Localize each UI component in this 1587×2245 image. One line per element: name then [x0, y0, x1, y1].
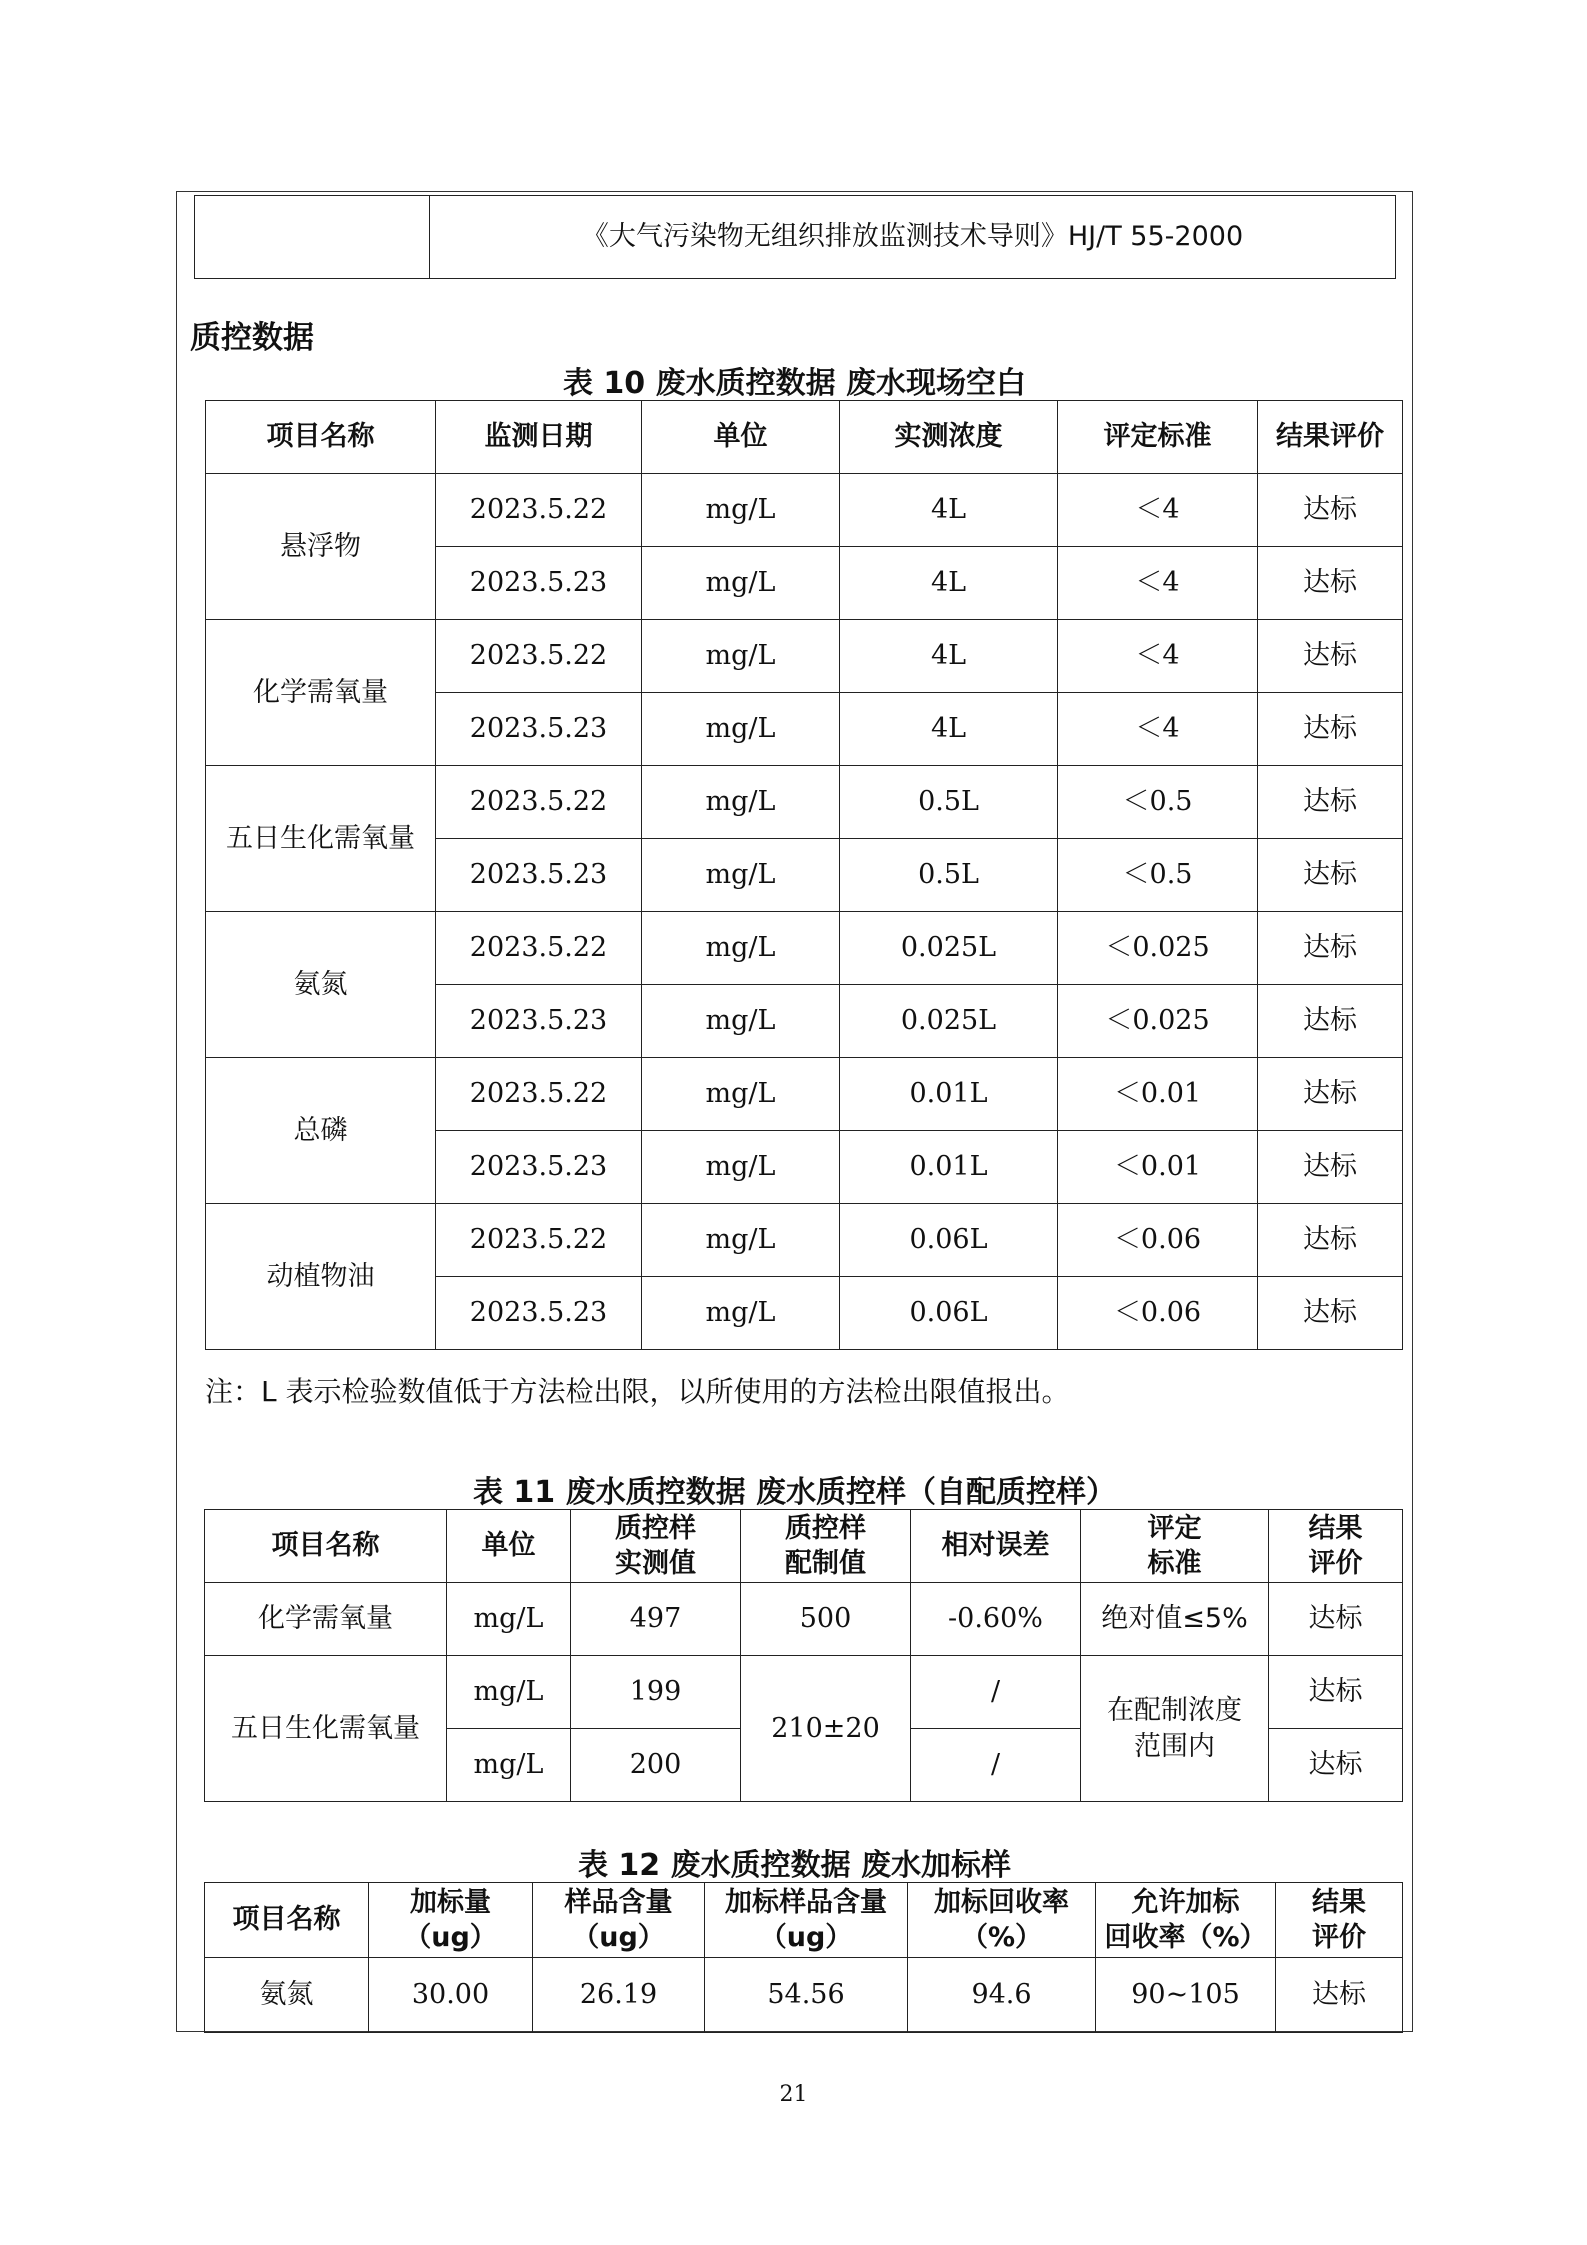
- table12: [204, 1882, 1403, 2033]
- value-cell: 0.5L: [840, 839, 1058, 912]
- unit-cell: mg/L: [642, 620, 840, 693]
- table10: [205, 400, 1403, 1350]
- item-name-cell: 五日生化需氧量: [205, 1656, 447, 1802]
- standard-cell: ＜0.01: [1058, 1131, 1258, 1204]
- table10-header-name: 项目名称: [206, 401, 436, 474]
- result-cell: 达标: [1258, 1277, 1403, 1350]
- result-cell: 达标: [1258, 766, 1403, 839]
- table12-header-recovery: [908, 1883, 1096, 1958]
- header-line: （ug）: [759, 1922, 853, 1953]
- value-cell: 0.025L: [840, 985, 1058, 1058]
- standard-cell: ＜0.06: [1058, 1204, 1258, 1277]
- header-line: 结果: [1308, 1512, 1363, 1544]
- table-row: [206, 766, 1403, 839]
- table11-header-standard: [1081, 1510, 1269, 1583]
- value-cell: 4L: [840, 620, 1058, 693]
- unit-cell: mg/L: [642, 1131, 840, 1204]
- result-cell: 达标: [1276, 1958, 1403, 2033]
- table12-header-sample: [533, 1883, 705, 1958]
- date-cell: 2023.5.23: [436, 693, 642, 766]
- value-cell: 0.01L: [840, 1131, 1058, 1204]
- header-line: 配制值: [785, 1548, 866, 1579]
- table10-header-unit: 单位: [642, 401, 840, 474]
- allowed-cell: 90~105: [1096, 1958, 1276, 2033]
- result-cell: 达标: [1258, 693, 1403, 766]
- header-line: 评价: [1308, 1548, 1363, 1579]
- table-row: [206, 620, 1403, 693]
- table12-header-spike: [369, 1883, 533, 1958]
- error-cell: /: [911, 1729, 1081, 1802]
- prepared-cell: 500: [741, 1583, 911, 1656]
- date-cell: 2023.5.23: [436, 1277, 642, 1350]
- date-cell: 2023.5.22: [436, 912, 642, 985]
- unit-cell: mg/L: [642, 985, 840, 1058]
- unit-cell: mg/L: [642, 693, 840, 766]
- standard-cell: ＜4: [1058, 693, 1258, 766]
- unit-cell: mg/L: [642, 1058, 840, 1131]
- standard-cell: [1081, 1656, 1269, 1802]
- table10-header-value: 实测浓度: [840, 401, 1058, 474]
- table12-caption: 表 12 废水质控数据 废水加标样: [577, 1848, 1012, 1883]
- header-line: 加标回收率: [934, 1886, 1069, 1918]
- header-line: 质控样: [785, 1512, 866, 1544]
- header-line: 标准: [1147, 1548, 1202, 1579]
- measured-cell: 199: [571, 1656, 741, 1729]
- date-cell: 2023.5.23: [436, 839, 642, 912]
- date-cell: 2023.5.22: [436, 1058, 642, 1131]
- table12-header-allowed: [1096, 1883, 1276, 1958]
- table-row: [206, 912, 1403, 985]
- table10-note: 注：L 表示检验数值低于方法检出限，以所使用的方法检出限值报出。: [205, 1375, 1070, 1408]
- unit-cell: mg/L: [447, 1729, 571, 1802]
- result-cell: 达标: [1258, 1131, 1403, 1204]
- result-cell: 达标: [1258, 620, 1403, 693]
- header-line: 加标样品含量: [725, 1886, 887, 1918]
- unit-cell: mg/L: [642, 547, 840, 620]
- table11-header-result: [1269, 1510, 1403, 1583]
- value-cell: 4L: [840, 547, 1058, 620]
- result-cell: 达标: [1269, 1729, 1403, 1802]
- header-line: 质控样: [615, 1512, 696, 1544]
- result-cell: 达标: [1258, 1204, 1403, 1277]
- standard-cell: ＜4: [1058, 474, 1258, 547]
- table12-header-result: [1276, 1883, 1403, 1958]
- error-cell: -0.60%: [911, 1583, 1081, 1656]
- result-cell: 达标: [1258, 912, 1403, 985]
- section-title: 质控数据: [190, 320, 314, 356]
- value-cell: 0.025L: [840, 912, 1058, 985]
- item-name-cell: 化学需氧量: [205, 1583, 447, 1656]
- result-cell: 达标: [1269, 1583, 1403, 1656]
- header-line: （%）: [960, 1922, 1043, 1953]
- value-cell: 0.01L: [840, 1058, 1058, 1131]
- table-row: [206, 474, 1403, 547]
- page-number: 21: [779, 2082, 808, 2107]
- value-cell: 4L: [840, 693, 1058, 766]
- unit-cell: mg/L: [447, 1583, 571, 1656]
- date-cell: 2023.5.22: [436, 620, 642, 693]
- result-cell: 达标: [1258, 547, 1403, 620]
- spiked-cell: 54.56: [705, 1958, 908, 2033]
- standard-cell: 绝对值≤5%: [1081, 1583, 1269, 1656]
- result-cell: 达标: [1258, 1058, 1403, 1131]
- table11-header-name: 项目名称: [205, 1510, 447, 1583]
- table11-header-measured: [571, 1510, 741, 1583]
- item-name-cell: 氨氮: [206, 912, 436, 1058]
- table10-caption: 表 10 废水质控数据 废水现场空白: [562, 366, 1027, 401]
- table11-caption: 表 11 废水质控数据 废水质控样（自配质控样）: [472, 1475, 1117, 1510]
- item-name-cell: 总磷: [206, 1058, 436, 1204]
- header-line: 加标量: [410, 1886, 491, 1918]
- item-name-cell: 动植物油: [206, 1204, 436, 1350]
- item-name-cell: 五日生化需氧量: [206, 766, 436, 912]
- table-row: [206, 1204, 1403, 1277]
- header-line: 样品含量: [564, 1886, 673, 1918]
- table12-header-name: 项目名称: [205, 1883, 369, 1958]
- method-name-cell: [195, 196, 430, 279]
- standard-cell: ＜0.025: [1058, 912, 1258, 985]
- date-cell: 2023.5.23: [436, 1131, 642, 1204]
- standard-line: 范围内: [1134, 1730, 1215, 1762]
- table-row: [206, 1058, 1403, 1131]
- prepared-cell: 210±20: [741, 1656, 911, 1802]
- standard-cell: ＜0.01: [1058, 1058, 1258, 1131]
- standard-cell: ＜0.5: [1058, 839, 1258, 912]
- table11-header-prepared: [741, 1510, 911, 1583]
- measured-cell: 200: [571, 1729, 741, 1802]
- table11-header-row: [205, 1510, 1403, 1583]
- spike-cell: 30.00: [369, 1958, 533, 2033]
- table11-header-error: 相对误差: [911, 1510, 1081, 1583]
- value-cell: 0.5L: [840, 766, 1058, 839]
- header-line: 评价: [1312, 1922, 1366, 1953]
- value-cell: 0.06L: [840, 1204, 1058, 1277]
- header-line: 回收率（%）: [1104, 1922, 1267, 1953]
- standard-line: 在配制浓度: [1107, 1695, 1242, 1727]
- date-cell: 2023.5.23: [436, 985, 642, 1058]
- unit-cell: mg/L: [642, 1204, 840, 1277]
- result-cell: 达标: [1258, 839, 1403, 912]
- recovery-cell: 94.6: [908, 1958, 1096, 2033]
- header-line: 结果: [1312, 1886, 1366, 1918]
- value-cell: 0.06L: [840, 1277, 1058, 1350]
- sample-cell: 26.19: [533, 1958, 705, 2033]
- table12-header-row: [205, 1883, 1403, 1958]
- date-cell: 2023.5.22: [436, 1204, 642, 1277]
- unit-cell: mg/L: [642, 839, 840, 912]
- standard-cell: ＜4: [1058, 547, 1258, 620]
- unit-cell: mg/L: [642, 1277, 840, 1350]
- measured-cell: 497: [571, 1583, 741, 1656]
- item-name-cell: 悬浮物: [206, 474, 436, 620]
- item-name-cell: 氨氮: [205, 1958, 369, 2033]
- unit-cell: mg/L: [642, 474, 840, 547]
- header-line: （ug）: [404, 1922, 497, 1953]
- table10-header-standard: 评定标准: [1058, 401, 1258, 474]
- standard-cell: ＜0.06: [1058, 1277, 1258, 1350]
- header-line: 允许加标: [1131, 1886, 1240, 1918]
- header-line: 评定: [1147, 1512, 1202, 1544]
- date-cell: 2023.5.22: [436, 474, 642, 547]
- table11-header-unit: 单位: [447, 1510, 571, 1583]
- unit-cell: mg/L: [642, 766, 840, 839]
- method-reference-table: [194, 195, 1396, 279]
- table12-header-spiked: [705, 1883, 908, 1958]
- header-line: 实测值: [615, 1548, 696, 1579]
- method-standard-cell: 《大气污染物无组织排放监测技术导则》HJ/T 55-2000: [430, 196, 1396, 279]
- result-cell: 达标: [1258, 474, 1403, 547]
- standard-cell: ＜0.5: [1058, 766, 1258, 839]
- standard-cell: ＜0.025: [1058, 985, 1258, 1058]
- table-row: [205, 1958, 1403, 2033]
- result-cell: 达标: [1269, 1656, 1403, 1729]
- unit-cell: mg/L: [642, 912, 840, 985]
- table10-header-row: [206, 401, 1403, 474]
- header-line: （ug）: [572, 1922, 665, 1953]
- table10-header-result: 结果评价: [1258, 401, 1403, 474]
- table11: [204, 1509, 1403, 1802]
- item-name-cell: 化学需氧量: [206, 620, 436, 766]
- table10-header-date: 监测日期: [436, 401, 642, 474]
- unit-cell: mg/L: [447, 1656, 571, 1729]
- result-cell: 达标: [1258, 985, 1403, 1058]
- error-cell: /: [911, 1656, 1081, 1729]
- value-cell: 4L: [840, 474, 1058, 547]
- date-cell: 2023.5.22: [436, 766, 642, 839]
- table-row: [205, 1656, 1403, 1729]
- date-cell: 2023.5.23: [436, 547, 642, 620]
- table-row: [205, 1583, 1403, 1656]
- standard-cell: ＜4: [1058, 620, 1258, 693]
